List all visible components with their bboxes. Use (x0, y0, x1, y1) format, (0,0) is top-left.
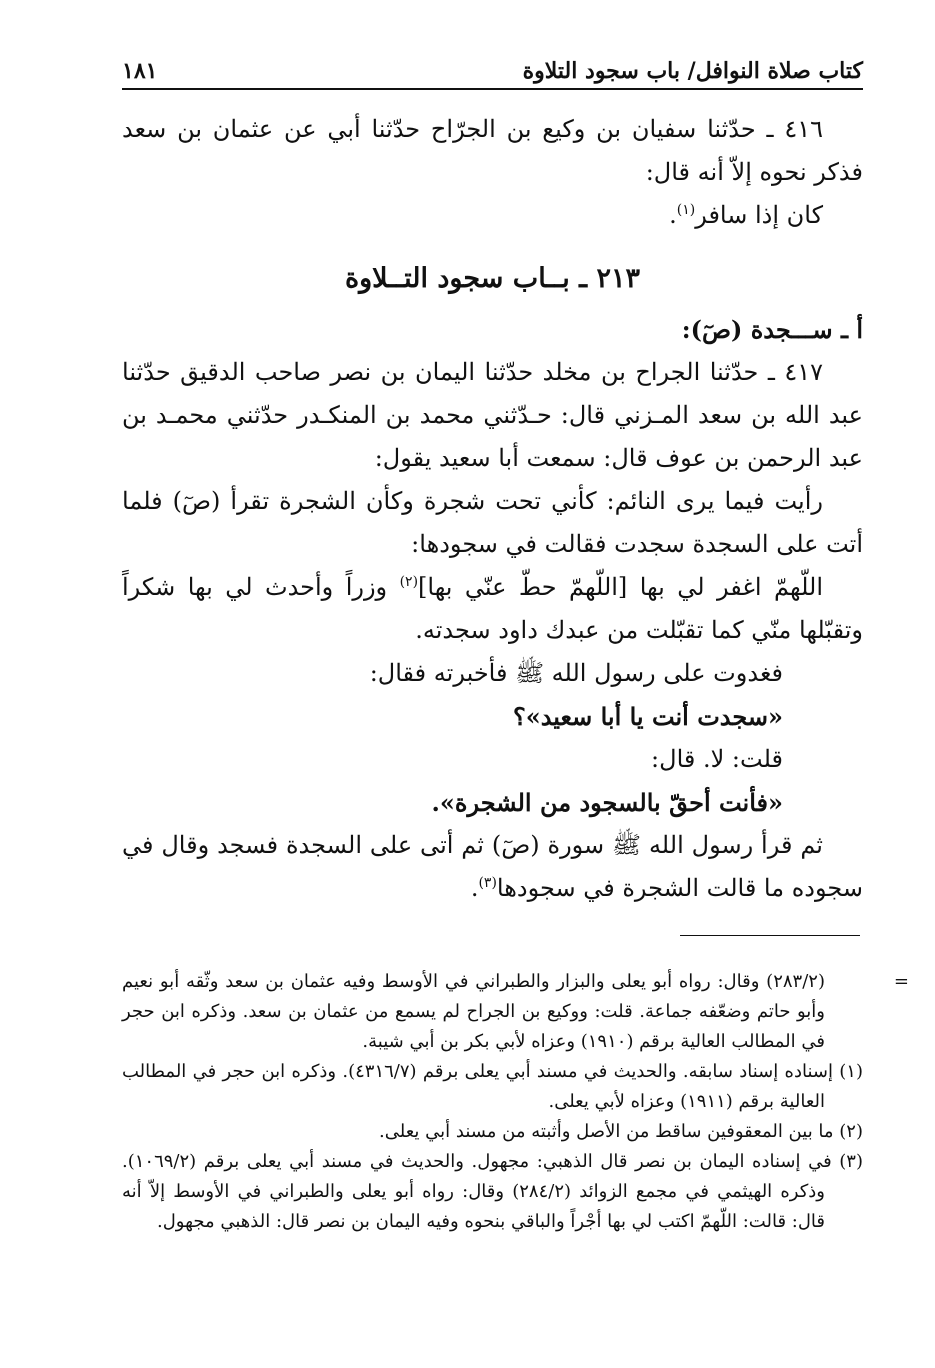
paragraph-reply: «فأنت أحقّ بالسجود من الشجرة». (431, 788, 783, 817)
paragraph-question: «سجدت أنت يا أبا سعيد»؟ (512, 702, 783, 731)
quote-text: كان إذا سافر (695, 201, 823, 229)
hadith-417-isnad: ٤١٧ ـ حدّثنا الجراح بن مخلد حدّثنا اليمان بن نصر صاحب الدقيق حدّثنا عبد الله بن سعد المـزني قال: حـدّثني محمد بن المنكـدر حدّثني محمـد بن عبد الرحمن بن عوف قال: سمعت أبا سعيد يقول: (122, 358, 863, 472)
supplication-end: وزراً وأحدث لي بها شكراً وتقبّلها منّي كما تقبّلت من عبدك داود سجدته. (122, 573, 863, 644)
footnotes (122, 967, 909, 1237)
hadith-416: ٤١٦ ـ حدّثنا سفيان بن وكيع بن الجرّاح حدّثنا أبي عن عثمان بن سعد فذكر نحوه إلاّ أنه قال: (122, 115, 863, 186)
section-title: أ ـ ســـجدة (صٓ): (681, 315, 863, 344)
footnote-2: (٢) ما بين المعقوفين ساقط من الأصل وأثبته من مسند أبي يعلى. (379, 1121, 863, 1142)
paragraph-supplication (122, 566, 863, 652)
hadith-416-quote (122, 194, 863, 237)
chapter-title: ٢١٣ ـ بــاب سجود التــلاوة (344, 263, 641, 294)
footnote-separator (680, 935, 860, 936)
footnote-ref-2: (٢) (399, 574, 419, 590)
paragraph-answer: قلت: لا. قال: (651, 745, 783, 773)
supplication-start: اللّهمّ اغفر لي بها [اللّهمّ حطّ عنّي بها] (418, 573, 823, 601)
quote-end: . (669, 201, 677, 229)
page-number: ١٨١ (122, 58, 158, 84)
footnote-continuation (122, 967, 909, 1057)
continuation-mark: = (893, 971, 909, 992)
footnote-ref-3: (٣) (478, 875, 497, 891)
main-text (122, 108, 863, 910)
footnote-ref-1: (١) (676, 202, 696, 218)
running-title: كتاب صلاة النوافل/ باب سجود التلاوة (522, 58, 863, 84)
running-header (122, 52, 863, 90)
footnote-1: (١) إسناده إسناد سابقه. والحديث في مسند أبي يعلى برقم (٤٣١٦/٧). وذكره ابن حجر في المطالب العالية برقم (١٩١١) وعزاه لأبي يعلى. (122, 1061, 863, 1112)
footnote-3: (٣) في إسناده اليمان بن نصر قال الذهبي: مجهول. والحديث في مسند أبي يعلى برقم (١٠٦٩/٢). وذكره الهيثمي في مجمع الزوائد (٢٨٤/٢) وقال: رواه أبو يعلى والطبراني في الأوسط إلاّ أنه قال: قالت: اللّهمّ اكتب لي بها أجْراً والباقي بنحوه وفيه اليمان بن نصر قال: الذهبي مجهول. (122, 1151, 863, 1232)
paragraph-went-to-prophet: فغدوت على رسول الله ﷺ فأخبرته فقال: (369, 659, 783, 687)
recitation-end: . (470, 874, 479, 902)
paragraph-dream: رأيت فيما يرى النائم: كأني تحت شجرة وكأن الشجرة تقرأ (صٓ) فلما أتت على السجدة سجدت فقالت في سجودها: (122, 487, 863, 558)
paragraph-recitation (122, 824, 863, 910)
continuation-text: (٢٨٣/٢) وقال: رواه أبو يعلى والبزار والطبراني في الأوسط وفيه عثمان بن سعد وثّقه أبو نعيم وأبو حاتم وضعّفه جماعة. قلت: ووكيع بن الجراح لم يسمع من عثمان بن سعد. وذكره ابن حجر في المطالب العالية برقم (١٩١٠) وعزاه لأبي بكر بن أبي شيبة. (122, 971, 825, 1052)
recitation-text: ثم قرأ رسول الله ﷺ سورة (صٓ) ثم أتى على السجدة فسجد وقال في سجوده ما قالت الشجرة في سجودها (122, 831, 863, 902)
